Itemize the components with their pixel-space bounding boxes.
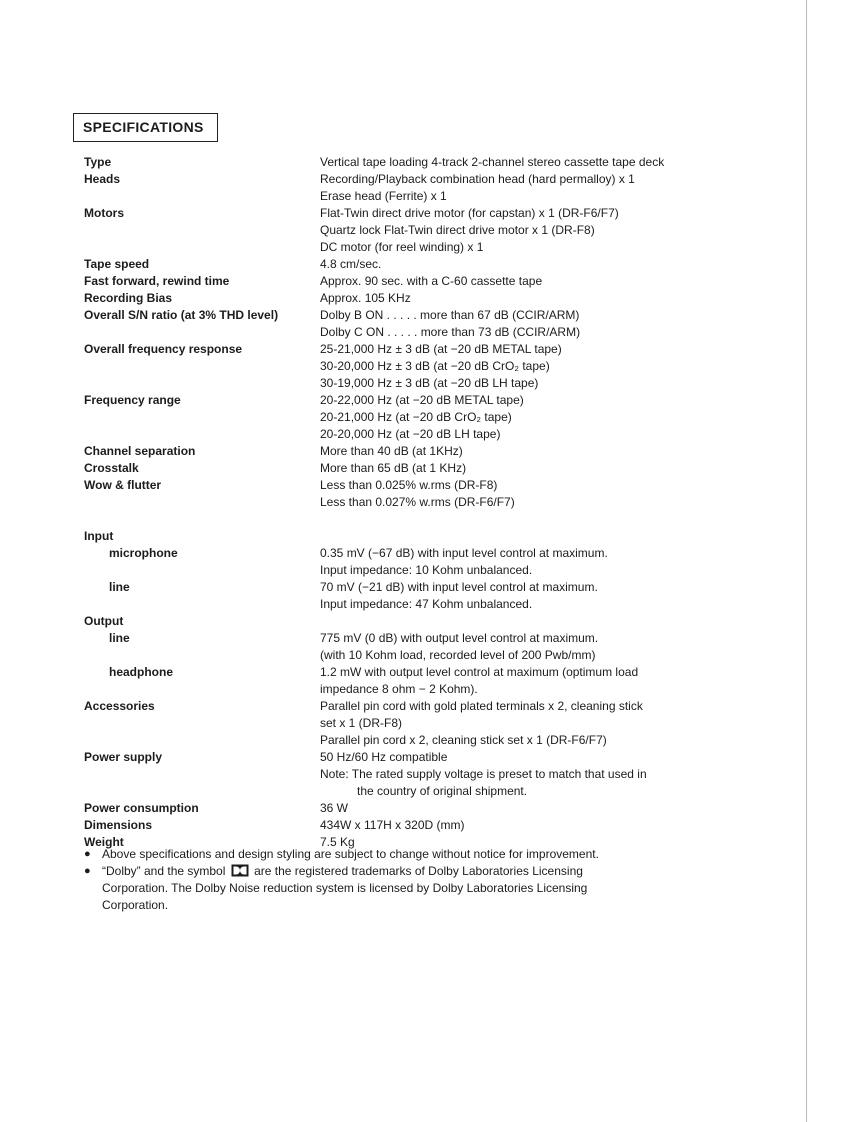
spec-value: (with 10 Kohm load, recorded level of 200 Pwb/mm) <box>320 648 596 662</box>
spec-label: Motors <box>84 206 124 220</box>
spec-value: 30-20,000 Hz ± 3 dB (at −20 dB CrO₂ tape) <box>320 359 550 373</box>
spec-value: Less than 0.027% w.rms (DR-F6/F7) <box>320 495 515 509</box>
spec-row-input-microphone <box>84 545 694 579</box>
spec-value: impedance 8 ohm − 2 Kohm). <box>320 682 478 696</box>
spec-value: Approx. 105 KHz <box>320 291 411 305</box>
spec-value: 50 Hz/60 Hz compatible <box>320 750 448 764</box>
specifications-heading: SPECIFICATIONS <box>73 113 218 142</box>
spec-value: Parallel pin cord with gold plated terminals x 2, cleaning stick <box>320 699 643 713</box>
footnote-text-line: Corporation. The Dolby Noise reduction system is licensed by Dolby Laboratories Licensing <box>102 881 588 895</box>
spec-label: Crosstalk <box>84 461 139 475</box>
spec-row-output <box>84 613 694 630</box>
spec-row-input-line <box>84 579 694 613</box>
spec-value: Flat-Twin direct drive motor (for capstan) x 1 (DR-F6/F7) <box>320 206 619 220</box>
spec-row-channel-separation <box>84 443 694 460</box>
spec-value: Erase head (Ferrite) x 1 <box>320 189 447 203</box>
spec-label: Accessories <box>84 699 155 713</box>
spec-row-frequency-response <box>84 341 694 392</box>
spec-row-type <box>84 154 694 171</box>
footnote-text: Above specifications and design styling are subject to change without notice for improvement. <box>102 847 599 861</box>
spec-label: Output <box>84 614 124 628</box>
spec-row-fast-forward <box>84 273 694 290</box>
footnote-text-part: “Dolby” and the symbol <box>102 864 226 878</box>
spec-value: 775 mV (0 dB) with output level control at maximum. <box>320 631 599 645</box>
spec-row-tape-speed <box>84 256 694 273</box>
bullet-icon: ● <box>84 848 91 860</box>
spec-label: Input <box>84 529 114 543</box>
spec-value: Dolby C ON . . . . . more than 73 dB (CCIR/ARM) <box>320 325 581 339</box>
spec-row-wow-flutter <box>84 477 694 511</box>
spec-value: 20-21,000 Hz (at −20 dB CrO₂ tape) <box>320 410 512 424</box>
spec-value: Vertical tape loading 4-track 2-channel stereo cassette tape deck <box>320 155 665 169</box>
page-edge-rule <box>806 0 807 1122</box>
spec-value: 1.2 mW with output level control at maximum (optimum load <box>320 665 639 679</box>
spec-value: Input impedance: 47 Kohm unbalanced. <box>320 597 533 611</box>
spec-value: set x 1 (DR-F8) <box>320 716 403 730</box>
spec-value: More than 65 dB (at 1 KHz) <box>320 461 467 475</box>
spec-value: 25-21,000 Hz ± 3 dB (at −20 dB METAL tape) <box>320 342 562 356</box>
spec-value: DC motor (for reel winding) x 1 <box>320 240 484 254</box>
footnote-item <box>84 863 654 914</box>
spec-value: Quartz lock Flat-Twin direct drive motor x 1 (DR-F8) <box>320 223 595 237</box>
spec-value: Less than 0.025% w.rms (DR-F8) <box>320 478 498 492</box>
spec-label: Weight <box>84 835 124 849</box>
spec-label: Dimensions <box>84 818 153 832</box>
spec-label: headphone <box>109 665 174 679</box>
spec-label: line <box>109 580 130 594</box>
spec-row-frequency-range <box>84 392 694 443</box>
spec-value: 4.8 cm/sec. <box>320 257 382 271</box>
spec-row-recording-bias <box>84 290 694 307</box>
spec-value: More than 40 dB (at 1KHz) <box>320 444 463 458</box>
spec-value: 20-22,000 Hz (at −20 dB METAL tape) <box>320 393 524 407</box>
spec-label: microphone <box>109 546 178 560</box>
spec-value: Input impedance: 10 Kohm unbalanced. <box>320 563 533 577</box>
spec-value: 7.5 Kg <box>320 835 355 849</box>
spec-row-output-headphone <box>84 664 694 698</box>
spec-value: 30-19,000 Hz ± 3 dB (at −20 dB LH tape) <box>320 376 539 390</box>
footnotes <box>84 846 654 914</box>
spec-row-crosstalk <box>84 460 694 477</box>
spec-label: Heads <box>84 172 121 186</box>
spec-row-dimensions <box>84 817 694 834</box>
spec-label: Overall frequency response <box>84 342 243 356</box>
spec-row-accessories <box>84 698 694 749</box>
spec-row-input <box>84 528 694 545</box>
spec-row-heads <box>84 171 694 205</box>
bullet-icon: ● <box>84 865 91 877</box>
spec-list <box>84 154 694 851</box>
spec-value: 434W x 117H x 320D (mm) <box>320 818 465 832</box>
spec-label: Frequency range <box>84 393 181 407</box>
spec-label: Fast forward, rewind time <box>84 274 230 288</box>
spec-label: Wow & flutter <box>84 478 162 492</box>
spec-label: line <box>109 631 130 645</box>
spec-label: Power consumption <box>84 801 199 815</box>
spec-value: Dolby B ON . . . . . more than 67 dB (CCIR/ARM) <box>320 308 580 322</box>
spec-value: Recording/Playback combination head (hard permalloy) x 1 <box>320 172 635 186</box>
spec-row-sn-ratio <box>84 307 694 341</box>
spec-label: Overall S/N ratio (at 3% THD level) <box>84 308 279 322</box>
footnote-text <box>102 863 654 914</box>
spec-value: 20-20,000 Hz (at −20 dB LH tape) <box>320 427 501 441</box>
footnote-text-part: are the registered trademarks of Dolby Laboratories Licensing <box>254 864 583 878</box>
spec-row-power-supply <box>84 749 694 800</box>
spec-label: Tape speed <box>84 257 150 271</box>
spec-label: Type <box>84 155 112 169</box>
spec-value: 0.35 mV (−67 dB) with input level control at maximum. <box>320 546 608 560</box>
footnote-text-line: Corporation. <box>102 898 169 912</box>
spec-label: Power supply <box>84 750 163 764</box>
spec-value: the country of original shipment. <box>357 784 528 798</box>
spec-label: Channel separation <box>84 444 196 458</box>
spec-value: Note: The rated supply voltage is preset to match that used in <box>320 767 647 781</box>
spec-value: 70 mV (−21 dB) with input level control at maximum. <box>320 580 598 594</box>
spec-value: 36 W <box>320 801 349 815</box>
dolby-double-d-icon <box>231 864 249 877</box>
spec-value: Parallel pin cord x 2, cleaning stick set x 1 (DR-F6/F7) <box>320 733 607 747</box>
spec-value: Approx. 90 sec. with a C-60 cassette tape <box>320 274 543 288</box>
spec-row-output-line <box>84 630 694 664</box>
spec-row-power-consumption <box>84 800 694 817</box>
footnote-item <box>84 846 654 863</box>
spec-label: Recording Bias <box>84 291 173 305</box>
spec-row-motors <box>84 205 694 256</box>
